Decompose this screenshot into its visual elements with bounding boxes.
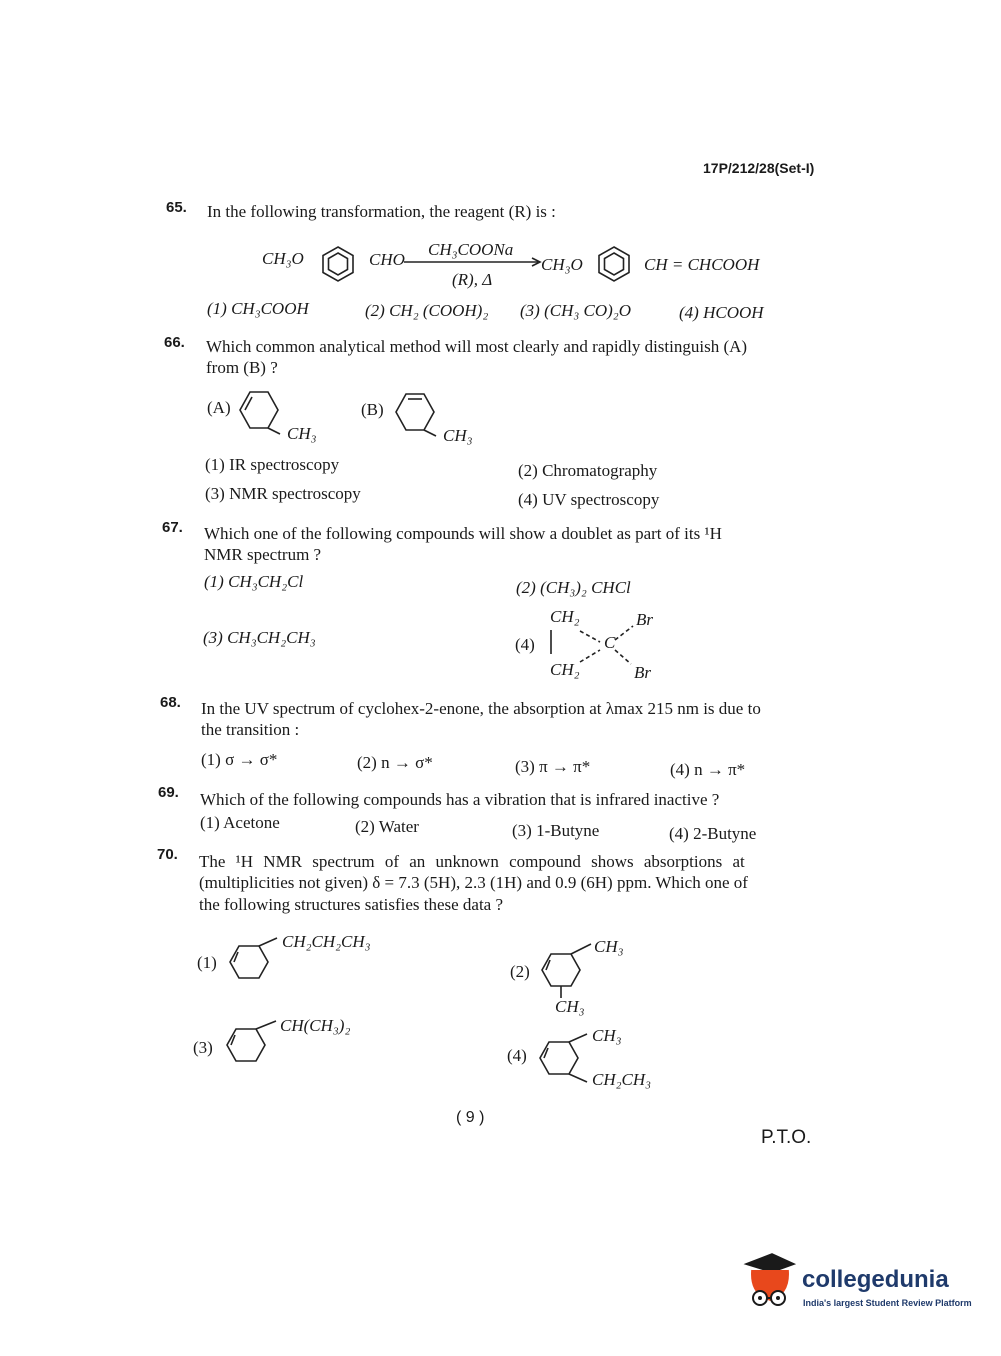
q66-option-2[interactable]: (2) Chromatography — [518, 461, 658, 480]
question-69-text: Which of the following compounds has a vibration that is infrared inactive ? — [200, 790, 720, 809]
q67-opt4-carbon: C — [604, 633, 616, 652]
q67-option-4[interactable]: (4) — [515, 635, 535, 654]
q66-option-3[interactable]: (3) NMR spectroscopy — [205, 484, 361, 503]
q68-option-2[interactable]: (2) n → σ* — [357, 753, 433, 772]
q65-reagent-bottom: (R), Δ — [452, 270, 493, 289]
question-68-line2: the transition : — [201, 720, 300, 739]
q67-opt4-br-top: Br — [636, 610, 653, 629]
question-66-line2: from (B) ? — [206, 358, 278, 377]
cyclopropane-bonds-icon — [545, 620, 640, 670]
benzene-ring-icon — [320, 246, 356, 282]
q70-opt2-bottom-methyl: CH₃ — [555, 997, 585, 1016]
page-number: ( 9 ) — [456, 1109, 485, 1126]
q66-a-methyl: CH₃ — [287, 424, 317, 443]
question-66-line1: Which common analytical method will most clearly and rapidly distinguish (A) — [206, 337, 748, 356]
q70-opt2-top-methyl: CH₃ — [594, 937, 624, 956]
q70-opt1-substituent: CH₂CH₂CH₃ — [282, 932, 371, 951]
benzene-ring-icon — [226, 1027, 266, 1063]
question-68-line1: In the UV spectrum of cyclohex-2-enone, the absorption at λmax 215 nm is due to — [201, 699, 761, 718]
question-67-line1: Which one of the following compounds will show a doublet as part of its ¹H — [204, 524, 722, 543]
q65-option-3[interactable]: (3) (CH₃ CO)₂O — [520, 301, 631, 320]
q69-option-1[interactable]: (1) Acetone — [200, 813, 280, 832]
q67-opt4-ch2-top: CH₂ — [550, 607, 580, 626]
q68-option-3[interactable]: (3) π → π* — [515, 757, 591, 776]
q68-option-1[interactable]: (1) σ → σ* — [201, 750, 278, 769]
q67-opt4-br-bottom: Br — [634, 663, 651, 682]
q70-option-2[interactable]: (2) — [510, 962, 530, 981]
question-number-66: 66. — [164, 334, 185, 351]
q67-option-3[interactable]: (3) CH₃CH₂CH₃ — [203, 628, 316, 647]
q65-reagent-top: CH₃COONa — [428, 240, 514, 259]
benzene-ring-icon — [541, 950, 581, 990]
reaction-arrow-icon — [404, 257, 544, 267]
question-70-line3: the following structures satisfies these data ? — [199, 895, 504, 914]
q69-option-4[interactable]: (4) 2-Butyne — [669, 824, 757, 843]
q66-label-a: (A) — [207, 398, 231, 417]
question-70-line2: (multiplicities not given) δ = 7.3 (5H), 2.3 (1H) and 0.9 (6H) ppm. Which one of — [199, 873, 748, 892]
q65-reactant-ch3o: CH₃O — [262, 249, 304, 268]
q70-opt4-methyl: CH₃ — [592, 1026, 622, 1045]
q66-b-methyl: CH₃ — [443, 426, 473, 445]
question-number-67: 67. — [162, 519, 183, 536]
q70-option-1[interactable]: (1) — [197, 953, 217, 972]
question-number-70: 70. — [157, 846, 178, 863]
benzene-ring-icon — [596, 246, 632, 282]
question-70-line1: The ¹H NMR spectrum of an unknown compound shows absorptions at — [199, 852, 745, 871]
q67-opt4-ch2-bottom: CH₂ — [550, 660, 580, 679]
q65-option-4[interactable]: (4) HCOOH — [679, 303, 764, 322]
benzene-ring-icon — [539, 1038, 583, 1078]
collegedunia-mascot-logo — [742, 1250, 798, 1312]
q65-option-2[interactable]: (2) CH₂ (COOH)₂ — [365, 301, 489, 320]
benzene-ring-icon — [229, 944, 269, 980]
q70-opt3-substituent: CH(CH₃)₂ — [280, 1016, 351, 1035]
q67-option-1[interactable]: (1) CH₃CH₂Cl — [204, 572, 304, 591]
q69-option-3[interactable]: (3) 1-Butyne — [512, 821, 600, 840]
question-number-69: 69. — [158, 784, 179, 801]
cyclohexene-ring-icon — [394, 392, 438, 432]
q66-option-4[interactable]: (4) UV spectroscopy — [518, 490, 660, 509]
question-65-text: In the following transformation, the reagent (R) is : — [207, 202, 556, 221]
logo-tagline: India's largest Student Review Platform — [803, 1298, 972, 1308]
q69-option-2[interactable]: (2) Water — [355, 817, 419, 836]
q70-opt4-ethyl: CH₂CH₃ — [592, 1070, 652, 1089]
q65-reactant-cho: CHO — [369, 250, 405, 269]
q70-option-3[interactable]: (3) — [193, 1038, 213, 1057]
q67-option-2[interactable]: (2) (CH₃)₂ CHCl — [516, 578, 631, 597]
paper-code: 17P/212/28(Set-I) — [703, 160, 815, 176]
q65-option-1[interactable]: (1) CH₃COOH — [207, 299, 309, 318]
q66-label-b: (B) — [361, 400, 384, 419]
pto-label: P.T.O. — [761, 1127, 812, 1148]
q65-product-ch3o: CH₃O — [541, 255, 583, 274]
q66-option-1[interactable]: (1) IR spectroscopy — [205, 455, 340, 474]
q65-product-chain: CH = CHCOOH — [644, 255, 760, 274]
question-number-65: 65. — [166, 199, 187, 216]
question-number-68: 68. — [160, 694, 181, 711]
question-67-line2: NMR spectrum ? — [204, 545, 322, 564]
q70-option-4[interactable]: (4) — [507, 1046, 527, 1065]
cyclohexene-ring-icon — [238, 390, 282, 430]
logo-wordmark: collegedunia — [802, 1266, 949, 1293]
q68-option-4[interactable]: (4) n → π* — [670, 760, 746, 779]
